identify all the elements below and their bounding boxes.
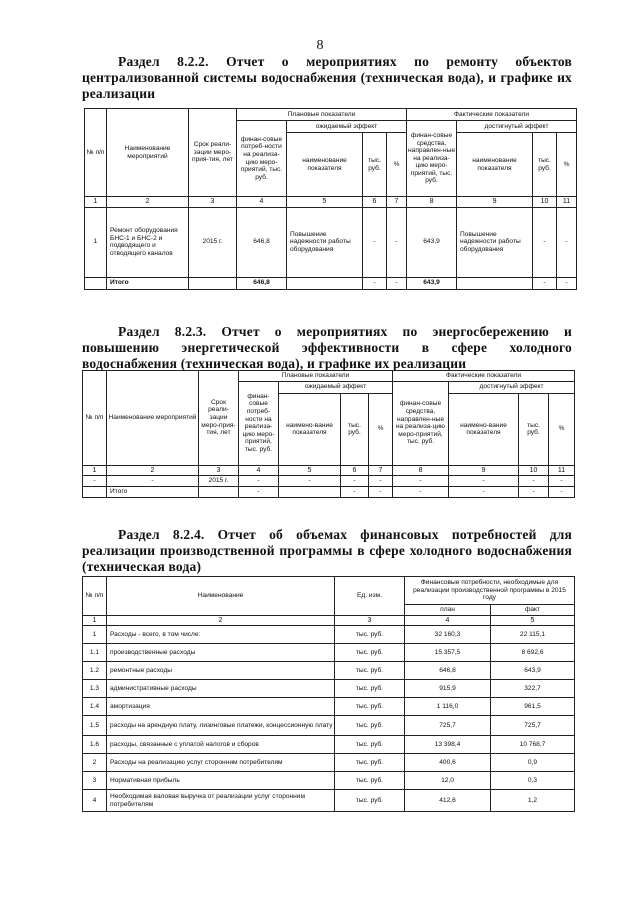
col-num: 3 — [335, 615, 405, 626]
row-num: 1 — [83, 626, 107, 644]
row-unit: тыс. руб. — [335, 644, 405, 662]
header-pct: % — [387, 133, 407, 197]
row-plan: 915,9 — [405, 680, 491, 698]
cell: - — [557, 207, 577, 277]
row-plan: 12,0 — [405, 772, 491, 790]
header-plan: план — [405, 605, 491, 616]
table-financial-needs — [82, 576, 575, 812]
header-thous: тыс. руб. — [519, 393, 549, 465]
total-row — [85, 277, 577, 289]
col-num: 3 — [189, 197, 237, 208]
cell: - — [107, 476, 199, 487]
cell: 646,8 — [237, 277, 287, 289]
header-plan: Плановые показатели — [239, 371, 393, 382]
cell: - — [341, 487, 369, 498]
row-unit: тыс. руб. — [335, 716, 405, 736]
header-num: № п/п — [83, 577, 107, 616]
row-fact: 0,9 — [491, 754, 575, 772]
header-expected: ожидаемый эффект — [287, 121, 407, 133]
header-name: Наименование мероприятий — [107, 109, 189, 197]
cell: - — [279, 476, 341, 487]
row-plan: 725,7 — [405, 716, 491, 736]
column-numbers-row — [83, 465, 575, 476]
header-plan-fin: финан-совые потреб-ности на реализа-цию меро-приятий, тыс. руб. — [239, 381, 279, 465]
col-num: 11 — [549, 465, 575, 476]
header-fact-fin: финан-совые средства, направлен-ные на реализа-цию меро-приятий, тыс. руб. — [393, 381, 449, 465]
header-thous: тыс. руб. — [533, 133, 557, 197]
table-row — [83, 772, 575, 790]
total-label: Итого — [107, 277, 189, 289]
col-num: 2 — [107, 465, 199, 476]
header-thous: тыс. руб. — [341, 393, 369, 465]
col-num: 10 — [519, 465, 549, 476]
table-row — [83, 790, 575, 812]
col-num: 9 — [457, 197, 533, 208]
row-unit: тыс. руб. — [335, 626, 405, 644]
table-row — [83, 662, 575, 680]
row-fact: 8 692,6 — [491, 644, 575, 662]
col-num: 7 — [369, 465, 393, 476]
row-unit: тыс. руб. — [335, 754, 405, 772]
cell: 646,8 — [237, 207, 287, 277]
row-fact: 10 768,7 — [491, 736, 575, 754]
row-plan: 412,6 — [405, 790, 491, 812]
cell: 1 — [85, 207, 107, 277]
header-num: № п/п — [85, 109, 107, 197]
col-num: 7 — [387, 197, 407, 208]
col-num: 1 — [83, 615, 107, 626]
cell: - — [83, 476, 107, 487]
row-plan: 13 398,4 — [405, 736, 491, 754]
row-fact: 22 115,1 — [491, 626, 575, 644]
row-num: 3 — [83, 772, 107, 790]
table-row — [83, 476, 575, 487]
row-name: Необходимая валовая выручка от реализации услуг сторонним потребителям — [107, 790, 335, 812]
section-heading-8-2-3 — [82, 324, 572, 372]
row-name: Нормативная прибыль — [107, 772, 335, 790]
table-row — [85, 207, 577, 277]
table-row — [83, 736, 575, 754]
header-fact: факт — [491, 605, 575, 616]
header-achieved: достигнутый эффект — [449, 381, 575, 393]
row-num: 1.3 — [83, 680, 107, 698]
header-term: Срок реали-зации меро-прия-тия, лет — [189, 109, 237, 197]
header-fin-needs: Финансовые потребности, необходимые для реализации производственной программы в 2015 году — [405, 577, 575, 605]
cell: - — [533, 207, 557, 277]
section-title-8-2-3: Раздел 8.2.3. Отчет о мероприятиях по энергосбережению и повышению энергетической эффективности в сфере холодного водоснабжения (техническая вода), и графике их реализации — [82, 324, 572, 371]
table-row — [83, 626, 575, 644]
total-label: Итого — [107, 487, 199, 498]
row-plan: 1 116,0 — [405, 698, 491, 716]
section-heading-8-2-4 — [82, 527, 572, 575]
col-num: 2 — [107, 197, 189, 208]
cell: - — [363, 207, 387, 277]
row-plan: 15 357,5 — [405, 644, 491, 662]
col-num: 6 — [363, 197, 387, 208]
header-fact: Фактические показатели — [393, 371, 575, 382]
col-num: 8 — [393, 465, 449, 476]
total-row — [83, 487, 575, 498]
section-heading-8-2-2 — [82, 54, 572, 102]
row-num: 1.1 — [83, 644, 107, 662]
cell: 643,9 — [407, 277, 457, 289]
cell: 2015 г. — [199, 476, 239, 487]
cell: - — [369, 476, 393, 487]
cell: - — [239, 476, 279, 487]
cell: 643,9 — [407, 207, 457, 277]
row-unit: тыс. руб. — [335, 680, 405, 698]
cell: - — [549, 487, 575, 498]
header-plan: Плановые показатели — [237, 109, 407, 121]
cell: - — [369, 487, 393, 498]
row-unit: тыс. руб. — [335, 662, 405, 680]
row-fact: 643,9 — [491, 662, 575, 680]
col-num: 11 — [557, 197, 577, 208]
header-plan-fin: финан-совые потреб-ности на реализа-цию меро-приятий, тыс. руб. — [237, 121, 287, 197]
row-name: производственные расходы — [107, 644, 335, 662]
cell: - — [393, 487, 449, 498]
col-num: 4 — [405, 615, 491, 626]
row-num: 1.4 — [83, 698, 107, 716]
cell: Ремонт оборудования БНС-1 и БНС-2 и подводящего и отводящего каналов — [107, 207, 189, 277]
column-numbers-row — [85, 197, 577, 208]
header-fact: Фактические показатели — [407, 109, 577, 121]
row-unit: тыс. руб. — [335, 772, 405, 790]
row-unit: тыс. руб. — [335, 790, 405, 812]
row-name: административные расходы — [107, 680, 335, 698]
col-num: 6 — [341, 465, 369, 476]
section-title-8-2-2: Раздел 8.2.2. Отчет о мероприятиях по ремонту объектов централизованной системы водоснабжения (техническая вода), и графике их реализации — [82, 54, 572, 101]
header-indicator: наимено-вание показателя — [279, 393, 341, 465]
header-indicator: наименование показателя — [457, 133, 533, 197]
row-fact: 1,2 — [491, 790, 575, 812]
header-expected: ожидаемый эффект — [279, 381, 393, 393]
col-num: 4 — [239, 465, 279, 476]
row-num: 1.2 — [83, 662, 107, 680]
cell: - — [341, 476, 369, 487]
col-num: 5 — [491, 615, 575, 626]
table-row — [83, 680, 575, 698]
cell: - — [549, 476, 575, 487]
col-num: 8 — [407, 197, 457, 208]
section-title-8-2-4: Раздел 8.2.4. Отчет об объемах финансовых потребностей для реализации производственной программы в сфере холодного водоснабжения (техническая вода) — [82, 527, 572, 574]
header-pct: % — [549, 393, 575, 465]
col-num: 10 — [533, 197, 557, 208]
cell: - — [449, 487, 519, 498]
table-row — [83, 644, 575, 662]
col-num: 5 — [287, 197, 363, 208]
row-num: 1.5 — [83, 716, 107, 736]
table-energy-measures — [82, 370, 575, 498]
header-pct: % — [369, 393, 393, 465]
row-num: 2 — [83, 754, 107, 772]
col-num: 1 — [83, 465, 107, 476]
row-name: Расходы - всего, в том числе: — [107, 626, 335, 644]
cell: - — [393, 476, 449, 487]
header-name: Наименование — [107, 577, 335, 616]
row-fact: 0,3 — [491, 772, 575, 790]
cell: - — [557, 277, 577, 289]
cell: - — [363, 277, 387, 289]
header-num: № п/п — [83, 371, 107, 466]
header-fact-fin: финан-совые средства, направлен-ные на реализа-цию меро-приятий, тыс. руб. — [407, 121, 457, 197]
cell: - — [387, 207, 407, 277]
header-indicator: наименование показателя — [287, 133, 363, 197]
header-thous: тыс. руб. — [363, 133, 387, 197]
col-num: 2 — [107, 615, 335, 626]
cell: Повышение надежности работы оборудования — [287, 207, 363, 277]
table-repair-measures — [84, 108, 577, 290]
row-name: Расходы на реализацию услуг сторонним потребителям — [107, 754, 335, 772]
row-name: ремонтные расходы — [107, 662, 335, 680]
header-indicator: наимено-вание показателя — [449, 393, 519, 465]
cell: - — [533, 277, 557, 289]
column-numbers-row — [83, 615, 575, 626]
row-name: амортизация — [107, 698, 335, 716]
cell: 2015 г. — [189, 207, 237, 277]
cell: - — [519, 476, 549, 487]
cell: - — [449, 476, 519, 487]
table-row — [83, 698, 575, 716]
row-plan: 32 160,3 — [405, 626, 491, 644]
cell: - — [387, 277, 407, 289]
row-unit: тыс. руб. — [335, 698, 405, 716]
row-fact: 961,5 — [491, 698, 575, 716]
page-number: 8 — [316, 38, 324, 53]
header-pct: % — [557, 133, 577, 197]
row-name: расходы, связанные с уплатой налогов и сборов — [107, 736, 335, 754]
row-num: 1.6 — [83, 736, 107, 754]
header-achieved: достигнутый эффект — [457, 121, 577, 133]
cell: - — [239, 487, 279, 498]
row-unit: тыс. руб. — [335, 736, 405, 754]
row-plan: 400,6 — [405, 754, 491, 772]
table-row — [83, 716, 575, 736]
cell: Повышение надежности работы оборудования — [457, 207, 533, 277]
header-term: Срок реали-зации меро-прия-тия, лет — [199, 371, 239, 466]
col-num: 4 — [237, 197, 287, 208]
col-num: 3 — [199, 465, 239, 476]
col-num: 1 — [85, 197, 107, 208]
table-row — [83, 754, 575, 772]
header-name: Наименование мероприятий — [107, 371, 199, 466]
row-name: расходы на арендную плату, лизинговые платежи, концессионную плату — [107, 716, 335, 736]
row-plan: 646,8 — [405, 662, 491, 680]
cell: - — [519, 487, 549, 498]
col-num: 9 — [449, 465, 519, 476]
row-fact: 322,7 — [491, 680, 575, 698]
row-fact: 725,7 — [491, 716, 575, 736]
col-num: 5 — [279, 465, 341, 476]
row-num: 4 — [83, 790, 107, 812]
header-unit: Ед. изм. — [335, 577, 405, 616]
